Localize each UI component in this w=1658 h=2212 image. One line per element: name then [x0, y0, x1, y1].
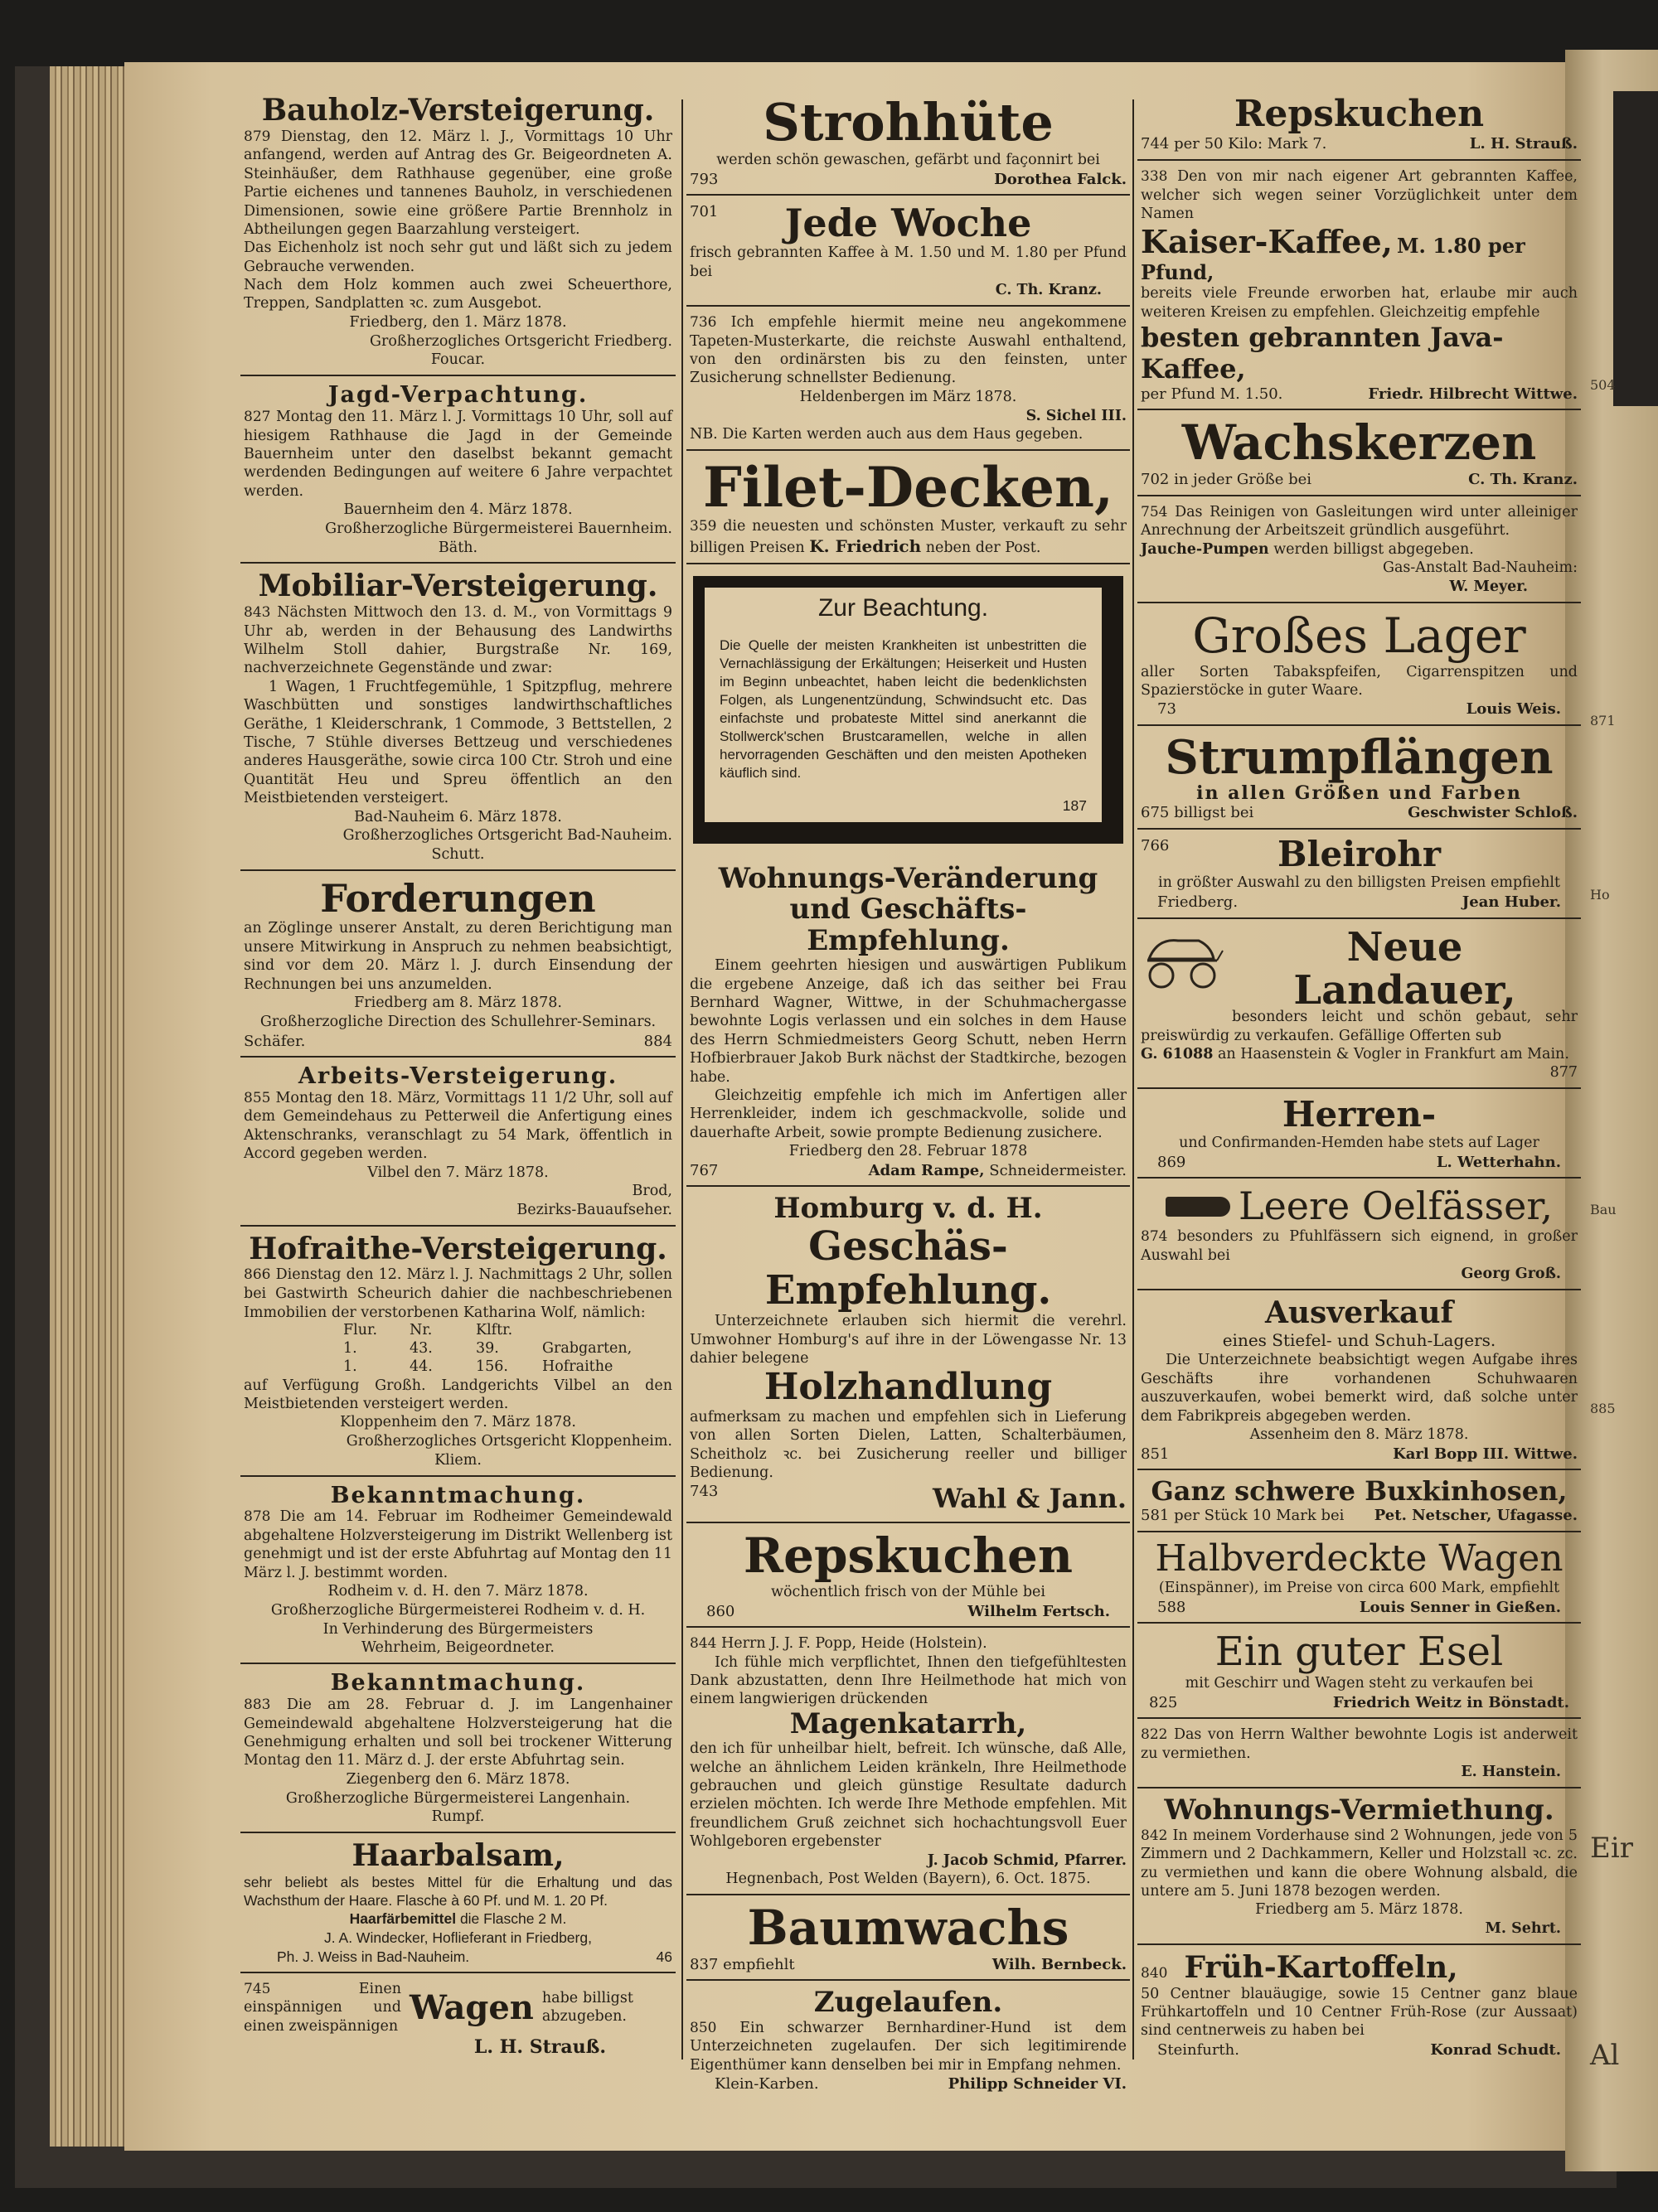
ad-haarbalsam	[240, 1837, 676, 1973]
ad-subtitle: eines Stiefel- und Schuh-Lagers.	[1222, 1330, 1496, 1351]
ad-signature: Geschwister Schloß.	[1408, 804, 1578, 822]
ad-body: 878 Die am 14. Februar im Rodheimer Gemeindewald abgehaltene Holzversteigerung im Distrikt Wellenberg ist genehmigt und ist der erste Abfuhrtag auf Montag den 11 März l. J. bestimmt worden.	[244, 1508, 672, 1581]
ad-strumpflaengen	[1137, 729, 1581, 830]
ad-kaiser-kaffee	[1137, 164, 1581, 411]
ad-body: an Zöglinge unserer Anstalt, zu deren Berichtigung man unsere Mitwirkung in Anspruch zu nehmen beabsichtigt, sind vor dem 20. März l. J. durch Einsendung der Rechnungen bei uns anzumelden.	[244, 920, 672, 993]
ad-forderungen	[240, 874, 676, 1058]
ad-body: in jeder Größe bei	[1174, 471, 1312, 489]
ad-grosses-lager	[1137, 607, 1581, 726]
ad-body: 827 Montag den 11. März l. J. Vormittags 10 Uhr, soll auf hiesigem Rathhause die Jagd in der Gemeinde Bauernheim unter den daselbst bekannt gemacht werdenden Bedingungen auf weitere 6 Jahre verpachtet werden.	[244, 408, 672, 500]
ad-popp	[686, 1631, 1130, 1895]
ad-place: Friedberg den 28. Februar 1878	[788, 1143, 1028, 1160]
ad-body: per 50 Kilo: Mark 7.	[1174, 135, 1327, 153]
ad-signature: Philipp Schneider VI.	[948, 2075, 1127, 2093]
ad-authority: Großherzogliche Bürgermeisterei Langenhain.	[285, 1789, 631, 1807]
ad-title: Strumpflängen	[1165, 729, 1554, 785]
fragment-text: Bau	[1590, 1202, 1617, 1217]
ad-title: Ein guter Esel	[1214, 1629, 1504, 1676]
ad-body: (Einspänner), im Preise von circa 600 Mark, empfiehlt	[1158, 1580, 1560, 1597]
ad-place: Assenheim den 8. März 1878.	[1249, 1426, 1469, 1444]
ad-neue-landauer	[1137, 922, 1581, 1090]
ad-signature: M. Sehrt.	[1485, 1920, 1561, 1938]
ad-signature: C. Th. Kranz.	[995, 282, 1102, 299]
ad-halbverdeckte-wagen	[1137, 1536, 1581, 1624]
ad-frueh-kartoffeln	[1137, 1948, 1581, 2064]
ad-number: 744	[1141, 135, 1170, 153]
ad-place: Bauernheim den 4. März 1878.	[343, 501, 573, 519]
ad-place: Friedberg, den 1. März 1878.	[349, 313, 567, 331]
ad-title: Großes Lager	[1192, 607, 1526, 664]
ad-repskuchen-1	[1137, 91, 1581, 161]
ad-place: Friedberg.	[1157, 893, 1239, 912]
ad-body: und Confirmanden-Hemden habe stets auf Lager	[1179, 1135, 1539, 1152]
ad-number: 837	[690, 1955, 719, 1973]
ad-signature: Schäfer.	[244, 1032, 306, 1050]
ad-signature: Konrad Schudt.	[1430, 2040, 1561, 2059]
ad-title: Bekanntmachung.	[330, 1670, 586, 1697]
ad-signature: L. H. Strauß.	[473, 2036, 606, 2059]
ad-body: aller Sorten Tabakspfeifen, Cigarrenspitzen und Spazierstöcke in guter Waare.	[1141, 663, 1578, 699]
ad-body: 866 Dienstag den 12. März l. J. Nachmittags 2 Uhr, sollen bei Gastwirth Scheurich dahier die nachbeschriebenen Immobilien der verstorbenen Katharina Wolf, nämlich:	[244, 1266, 672, 1321]
ad-authority: Bezirks-Bauaufseher.	[516, 1202, 672, 1219]
ad-title: Halbverdeckte Wagen	[1155, 1537, 1563, 1580]
ad-body: aufmerksam zu machen und empfehlen sich in Lieferung von allen Sorten Dielen, Latten, Schalterbäumen, Scheitholz ꝛc. bei Zusicherung reeller und billiger Bedienung.	[690, 1408, 1127, 1482]
ad-place: Steinfurth.	[1157, 2040, 1239, 2059]
ad-authority: Gas-Anstalt Bad-Nauheim:	[1383, 559, 1578, 577]
ad-title: Forderungen	[320, 875, 596, 921]
ad-body: 883 Die am 28. Februar d. J. im Langenhainer Gemeindewald abgehaltene Holzversteigerung hat die Genehmigung erhalten und soll bei trockener Witterung Montag den 11. März d. J. der erste Abfuhrtag sein.	[244, 1696, 672, 1769]
ad-signature: S. Sichel III.	[1025, 407, 1127, 424]
ad-homburg	[686, 1190, 1130, 1523]
ad-number: 588	[1157, 1598, 1186, 1616]
table-row: 1. 43. 39. Grabgarten,	[343, 1339, 633, 1357]
ad-bleirohr	[1137, 833, 1581, 919]
ad-signature: Jean Huber.	[1462, 893, 1561, 912]
ad-title: Früh-Kartoffeln,	[1184, 1949, 1458, 1985]
fragment-text: Ho	[1590, 887, 1610, 903]
ad-signature: Karl Bopp III. Wittwe.	[1393, 1445, 1578, 1463]
ad-title: Ganz schwere Buxkinhosen,	[1151, 1475, 1568, 1508]
ad-emphasis: Haarfärbemittel	[349, 1910, 457, 1928]
ad-body: in größter Auswahl zu den billigsten Preisen empfiehlt	[1157, 874, 1561, 892]
ad-price: M. 1.80 per Pfund,	[1141, 234, 1525, 285]
ad-authority: Großherzogliche Bürgermeisterei Bauernheim.	[325, 520, 672, 537]
ad-body: besonders leicht und schön gebaut, sehr preiswürdig zu verkaufen. Gefällige Offerten sub	[1141, 1009, 1578, 1044]
ad-number: 877	[1549, 1064, 1578, 1082]
ad-title: Wachskerzen	[1181, 414, 1537, 472]
ad-signature: J. Jacob Schmid, Pfarrer.	[927, 1851, 1127, 1869]
table-header: Flur. Nr. Klftr.	[343, 1321, 513, 1338]
ad-title: Arbeits-Versteigerung.	[298, 1062, 618, 1089]
dark-block	[1613, 91, 1658, 406]
ad-authority: In Verhinderung des Bürgermeisters	[322, 1620, 594, 1638]
ad-ein-guter-esel	[1137, 1627, 1581, 1719]
ad-body: mit Geschirr und Wagen steht zu verkaufen bei	[1185, 1675, 1534, 1692]
ad-title: Herren-	[1282, 1094, 1437, 1135]
ad-place: Rodheim v. d. H. den 7. März 1878.	[327, 1583, 589, 1600]
ad-signature: Wilhelm Fertsch.	[967, 1602, 1110, 1620]
column-rule	[681, 99, 683, 2060]
ad-number: 702	[1141, 471, 1170, 489]
ad-signature: Adam Rampe,	[868, 1161, 985, 1179]
ad-bekanntmachung-2	[240, 1667, 676, 1833]
ad-body: 1 Wagen, 1 Fruchtfegemühle, 1 Spitzpflug, mehrere Waschbütten und sonstiges landwirthschaftliches Geräthe, 1 Kleiderschrank, 1 Commode, 3 Bettstellen, 2 Tische, 7 Stühle diverses Bettzeug und verschiedenes anderes Hausgeräthe, sowie circa 100 Ctr. Stroh und eine Quantität Heu und Spreu öffentlich an den Meistbietenden versteigert.	[244, 678, 672, 807]
ad-title: Strohhüte	[763, 92, 1054, 152]
ad-zugelaufen	[686, 1984, 1130, 2098]
ad-body: 844 Herrn J. J. F. Popp, Heide (Holstein).	[690, 1634, 987, 1652]
ad-number: 766	[1141, 836, 1170, 854]
carriage-icon	[1141, 926, 1224, 992]
ad-number: 793	[690, 170, 719, 188]
ad-number: 187	[1062, 797, 1087, 815]
ad-ausverkauf	[1137, 1294, 1581, 1470]
ad-line: Ph. J. Weiss in Bad-Nauheim.	[277, 1948, 470, 1965]
column-2	[686, 91, 1130, 2093]
ad-note: NB. Die Karten werden auch aus dem Haus gegeben.	[690, 426, 1084, 443]
ad-tapeten	[686, 310, 1130, 451]
ad-signature: Friedrich Weitz in Bönstadt.	[1332, 1693, 1569, 1711]
ad-signature: Brod,	[632, 1183, 672, 1200]
ad-title: Jagd-Verpachtung.	[327, 382, 589, 409]
ad-authority: Großherzogliche Bürgermeisterei Rodheim v. d. H.	[270, 1601, 646, 1619]
ad-body: 879 Dienstag, den 12. März l. J., Vormittags 10 Uhr anfangend, werden auf Antrag des Gr. Beigeordneten A. Steinhäußer, dem Rathhause gegenüber, eine große Partie eichenes und tannenes Bauholz, in verschiedenen Dimensionen, sowie eine größere Partie Brennholz in Abtheilungen gegen Baarzahlung versteigert.	[244, 128, 672, 238]
column-3	[1137, 91, 1581, 2064]
ad-number: 825	[1149, 1693, 1178, 1711]
ad-body: 855 Montag den 18. März, Vormittags 11 1/2 Uhr, soll auf dem Gemeindehaus zu Petterweil die Anfertigung eines Aktenschranks, veranschlagt zu 54 Mark, öffentlich in Accord gegeben werden.	[244, 1089, 672, 1163]
ad-place: Friedberg am 5. März 1878.	[1255, 1901, 1463, 1919]
ad-place: Klein-Karben.	[715, 2075, 819, 2093]
ad-number: 46	[656, 1948, 672, 1965]
ad-title: Repskuchen	[1234, 93, 1485, 135]
ad-title: Bekanntmachung.	[330, 1482, 586, 1508]
ad-body: Die Quelle der meisten Krankheiten ist unbestritten die Vernachlässigung der Erkältungen; Heiserkeit und Husten im Beginn unbeachtet, haben leicht die bedenklichsten Folgen, als Lungenentzündung, Schwindsucht etc. Das einfachste und probateste Mittel sind anerkannt die Stollwerck'schen Brustcaramellen, welche in allen hervorragenden Geschäften und den meisten Apotheken käuflich sind.	[720, 636, 1087, 782]
ad-body: 50 Centner blauäugige, sowie 15 Centner ganz blaue Frühkartoffeln und 10 Centner Früh-Rose (zur Aussaat) sind centnerweis zu haben bei	[1141, 1985, 1578, 2040]
ad-place: Vilbel den 7. März 1878.	[367, 1164, 549, 1181]
ad-title: Zugelaufen.	[813, 1986, 1003, 2020]
ad-place: Hegnenbach, Post Welden (Bayern), 6. Oct. 1875.	[725, 1871, 1091, 1888]
fragment-text: Eir	[1590, 1832, 1633, 1865]
ad-body: 736 Ich empfehle hiermit meine neu angekommene Tapeten-Musterkarte, die reichste Auswahl enthaltend, von den ordinärsten bis zu den feinsten, unter Zusicherung schnellster Bedienung.	[690, 313, 1127, 387]
ad-body: 745 Einen einspännigen und einen zweispännigen	[244, 1980, 401, 2035]
ad-hofraithe	[240, 1230, 676, 1477]
ad-signature: Kliem.	[434, 1451, 482, 1469]
property-table	[343, 1322, 672, 1377]
ad-body: per Pfund M. 1.50.	[1141, 385, 1283, 404]
ad-number: 73	[1157, 700, 1176, 719]
ad-signature: Louis Senner in Gießen.	[1359, 1598, 1561, 1616]
ad-title: Zur Beachtung.	[817, 593, 989, 622]
ad-title: Homburg v. d. H.	[773, 1192, 1043, 1226]
ad-body: 843 Nächsten Mittwoch den 13. d. M., von Vormittags 9 Uhr ab, werden in der Behausung des Landwirths Wilhelm Stoll dahier, Burgstraße Nr. 169, nachverzeichnete Gegenstände und zwar:	[244, 603, 672, 677]
ad-line: J. A. Windecker, Hoflieferant in Friedberg,	[324, 1929, 592, 1947]
ad-number: 851	[1141, 1445, 1170, 1463]
ad-signature: Rumpf.	[431, 1808, 485, 1826]
ad-arbeits	[240, 1061, 676, 1227]
ad-title: Hofraithe-Versteigerung.	[249, 1231, 667, 1266]
ad-title: Magenkatarrh,	[789, 1706, 1027, 1740]
ad-place: Friedberg am 8. März 1878.	[354, 995, 562, 1012]
ad-body: 842 In meinem Vorderhause sind 2 Wohnungen, jede von 5 Zimmern und 2 Dachkammern, Keller und Holzstall ꝛc. zc. zu vermiethen und kann die obere Wohnung alsbald, die untere am 5. Juni 1878 bezogen werden.	[1141, 1827, 1578, 1900]
ad-signature: L. H. Strauß.	[1469, 135, 1578, 153]
ad-body: werden billigst abgegeben.	[1273, 540, 1474, 558]
column-rule	[1132, 99, 1134, 2060]
ad-signature: L. Wetterhahn.	[1436, 1154, 1561, 1172]
ad-wohnungs-veraenderung	[686, 860, 1130, 1187]
ad-title: Holzhandlung	[764, 1366, 1053, 1409]
ad-body: an Haasenstein & Vogler in Frankfurt am Main.	[1217, 1045, 1569, 1062]
ad-wagen	[240, 1977, 676, 2064]
ad-title: Ausverkauf	[1264, 1295, 1454, 1330]
table-row: 1. 44. 156. Hofraithe	[343, 1358, 613, 1375]
ad-title: Kaiser-Kaffee,	[1141, 223, 1393, 261]
ad-body: Unterzeichnete erlauben sich hiermit die verehrl. Umwohner Homburg's auf ihre in der Löwengasse Nr. 13 dahier belegene	[690, 1313, 1127, 1367]
ad-signature: Wilh. Bernbeck.	[991, 1955, 1127, 1973]
ad-number: 884	[643, 1032, 672, 1050]
ad-wachskerzen	[1137, 414, 1581, 496]
boxed-notice	[693, 576, 1123, 845]
ad-title: Neue Landauer,	[1293, 923, 1516, 1014]
ad-title: Leere Oelfässer,	[1239, 1183, 1553, 1229]
ad-baumwachs	[686, 1899, 1130, 1981]
ad-jede-woche	[686, 199, 1130, 307]
ad-body: 754 Das Reinigen von Gasleitungen wird unter alleiniger Anrechnung der Arbeitszeit gründlich ausgeführt.	[1141, 503, 1578, 540]
ad-bauholz	[240, 91, 676, 376]
ad-bekanntmachung-1	[240, 1480, 676, 1665]
ad-body: Gleichzeitig empfehle ich mich im Anfertigen aller Herrenkleider, indem ich geschmackvolle, solide und dauerhafte Arbeit, sowie prompte Bedienung zusichere.	[690, 1087, 1127, 1141]
ad-title: Wagen	[410, 1987, 534, 2027]
ad-body: den ich für unheilbar hielt, befreit. Ich wünsche, daß Alle, welche an ähnlichem Leiden kränkeln, Ihre Heilmethode gebrauchen und gleich günstige Resultate dadurch erzielen möchten. Ich werde Ihre Methode empfehlen. Mit freundlichem Gruß zeichnet sich hochachtungsvoll Euer Wohlgeboren ergebenster	[690, 1740, 1127, 1851]
ad-body: Ich fühle mich verpflichtet, Ihnen den tiefgefühltesten Dank abzustatten, denn Ihre Heilmethode hat mich von einem langwierigen drückenden	[690, 1653, 1127, 1708]
ad-title: Mobiliar-Versteigerung.	[258, 569, 658, 604]
ad-signature: Georg Groß.	[1461, 1266, 1561, 1283]
ad-signature: Wehrheim, Beigeordneter.	[361, 1639, 555, 1657]
ad-number: 767	[690, 1161, 719, 1179]
ad-title: Baumwachs	[747, 1900, 1069, 1957]
ad-title: Bauholz-Versteigerung.	[261, 93, 655, 128]
fragment-text: 871	[1590, 713, 1616, 728]
ad-body: die Flasche 2 M.	[459, 1910, 567, 1928]
ad-number: 701	[690, 203, 719, 221]
ad-body: 338 Den von mir nach eigener Art gebrannten Kaffee, welcher sich wegen seiner Vorzüglichkeit unter dem Namen	[1141, 167, 1578, 222]
ad-strohhuete	[686, 91, 1130, 196]
fragment-text: 504	[1590, 377, 1616, 393]
ad-place: Heldenbergen im März 1878.	[799, 388, 1017, 405]
ad-herren	[1137, 1092, 1581, 1179]
column-1	[240, 91, 676, 2064]
ad-code: G. 61088	[1141, 1045, 1214, 1062]
ad-title: Haarbalsam,	[351, 1838, 565, 1874]
ad-jagd	[240, 380, 676, 564]
ad-subtitle: in allen Größen und Farben	[1196, 782, 1522, 805]
ad-body: per Stück 10 Mark bei	[1174, 1507, 1345, 1525]
ad-title: Wohnungs-Veränderung und Geschäfts-Empfehlung.	[718, 862, 1098, 957]
ad-signature: Pet. Netscher, Ufagasse.	[1374, 1507, 1578, 1525]
ad-signature: Dorothea Falck.	[994, 170, 1127, 188]
ad-title: Repskuchen	[743, 1527, 1074, 1585]
ad-logis	[1137, 1722, 1581, 1788]
ad-body: wöchentlich frisch von der Mühle bei	[770, 1583, 1045, 1600]
ad-title: besten gebrannten Java-Kaffee,	[1141, 322, 1504, 385]
ad-body: billigst bei	[1174, 804, 1254, 822]
ad-wohnungs-vermiethung	[1137, 1792, 1581, 1945]
ad-title: Jede Woche	[784, 200, 1032, 245]
ad-body: bereits viele Freunde erworben hat, erlaube mir auch weiteren Kreisen zu empfehlen. Gleichzeitig empfehle	[1141, 285, 1578, 321]
ad-number: 675	[1141, 804, 1170, 822]
ad-signature: E. Hanstein.	[1461, 1764, 1561, 1781]
ad-signature: Bäth.	[438, 539, 478, 556]
ad-emphasis: Jauche-Pumpen	[1141, 540, 1269, 558]
ad-place: Ziegenberg den 6. März 1878.	[346, 1770, 570, 1788]
ad-number: 743	[690, 1483, 719, 1501]
pointing-hand-icon	[1166, 1197, 1230, 1217]
ad-number: 869	[1157, 1154, 1186, 1172]
ad-signature: Louis Weis.	[1466, 700, 1561, 719]
ad-oelfaesser	[1137, 1182, 1581, 1290]
ad-body: 822 Das von Herrn Walther bewohnte Logis ist anderweit zu vermiethen.	[1141, 1726, 1578, 1762]
ad-number: 840	[1141, 1964, 1168, 1982]
ad-body: 850 Ein schwarzer Bernhardiner-Hund ist dem Unterzeichneten zugelaufen. Der sich legitimirende Eigenthümer kann denselben bei mir in Empfang nehmen.	[690, 2019, 1127, 2074]
ad-body: empfiehlt	[723, 1955, 795, 1973]
ad-title: Filet-Decken,	[703, 454, 1113, 520]
ad-signature: Wahl & Jann.	[932, 1483, 1127, 1515]
ad-buxkinhosen	[1137, 1474, 1581, 1532]
ad-body: habe billigst abzugeben.	[541, 1990, 633, 2026]
ad-place: Bad-Nauheim 6. März 1878.	[354, 808, 562, 825]
ad-body: werden schön gewaschen, gefärbt und façonnirt bei	[716, 152, 1100, 169]
ad-signature: Schutt.	[431, 846, 485, 864]
ad-body: Die Unterzeichnete beabsichtigt wegen Aufgabe ihres Geschäfts ihre vorhandenen Schuhwaaren auszuverkaufen, wobei bemerkt wird, daß solche unter dem Fabrikpreis abgegeben werden.	[1141, 1352, 1578, 1425]
ad-signature: W. Meyer.	[1449, 578, 1528, 595]
ad-title: Geschäs-Empfehlung.	[764, 1222, 1052, 1314]
ad-body: Das Eichenholz ist noch sehr gut und läßt sich zu jedem Gebrauche verwenden.	[244, 240, 672, 275]
ad-repskuchen-2	[686, 1527, 1130, 1628]
ad-mobiliar	[240, 567, 676, 871]
ad-title: Wohnungs-Vermiethung.	[1164, 1793, 1554, 1827]
ad-place: Kloppenheim den 7. März 1878.	[340, 1414, 576, 1431]
ad-zur-beachtung	[686, 568, 1130, 858]
ad-body: Einem geehrten hiesigen und auswärtigen Publikum die ergebene Anzeige, daß ich das seither bei Frau Bernhard Wagner, Wittwe, in der Schuhmachergasse bewohnte Logis verlassen und ein solches in dem Hause des Herrn Schmiedmeisters Georg Schutt, neben Herrn Hofbierbrauer Jakob Burk nächst der Stadtkirche, bezogen habe.	[690, 957, 1127, 1086]
ad-body: Nach dem Holz kommen auch zwei Scheuerthore, Treppen, Sandplatten ꝛc. zum Ausgebot.	[244, 277, 672, 312]
fragment-text: Al	[1590, 2039, 1620, 2072]
ad-signature: C. Th. Kranz.	[1468, 471, 1578, 489]
ad-body: 874 besonders zu Pfuhlfässern sich eignend, in großer Auswahl bei	[1141, 1228, 1578, 1264]
fragment-text: 885	[1590, 1401, 1616, 1416]
ad-role: Schneidermeister.	[989, 1161, 1127, 1179]
ad-gasanstalt	[1137, 500, 1581, 603]
ad-authority: Großherzogliche Direction des Schullehrer-Seminars.	[259, 1013, 657, 1030]
ad-authority: Großherzogliches Ortsgericht Kloppenheim.	[346, 1433, 672, 1450]
ad-filet-decken	[686, 454, 1130, 564]
ad-authority: Großherzogliches Ortsgericht Bad-Nauheim.	[342, 827, 672, 845]
ad-body: 359 die neuesten und schönsten Muster, verkauft zu sehr billigen Preisen K. Friedrich neben der Post.	[690, 518, 1127, 556]
ad-title: Bleirohr	[1277, 834, 1441, 875]
ad-signature: Friedr. Hilbrecht Wittwe.	[1368, 385, 1578, 404]
ad-number: 581	[1141, 1507, 1170, 1525]
ad-body: frisch gebrannten Kaffee à M. 1.50 und M. 1.80 per Pfund bei	[690, 244, 1127, 280]
ad-body: sehr beliebt als bestes Mittel für die Erhaltung und das Wachsthum der Haare. Flasche à 60 Pf. und M. 1. 20 Pf.	[244, 1873, 672, 1909]
ad-authority: Großherzogliches Ortsgericht Friedberg.	[370, 332, 672, 350]
ad-signature: Foucar.	[430, 351, 486, 369]
ad-body: auf Verfügung Großh. Landgerichts Vilbel an den Meistbietenden versteigert werden.	[244, 1377, 672, 1412]
ad-number: 860	[706, 1602, 735, 1620]
